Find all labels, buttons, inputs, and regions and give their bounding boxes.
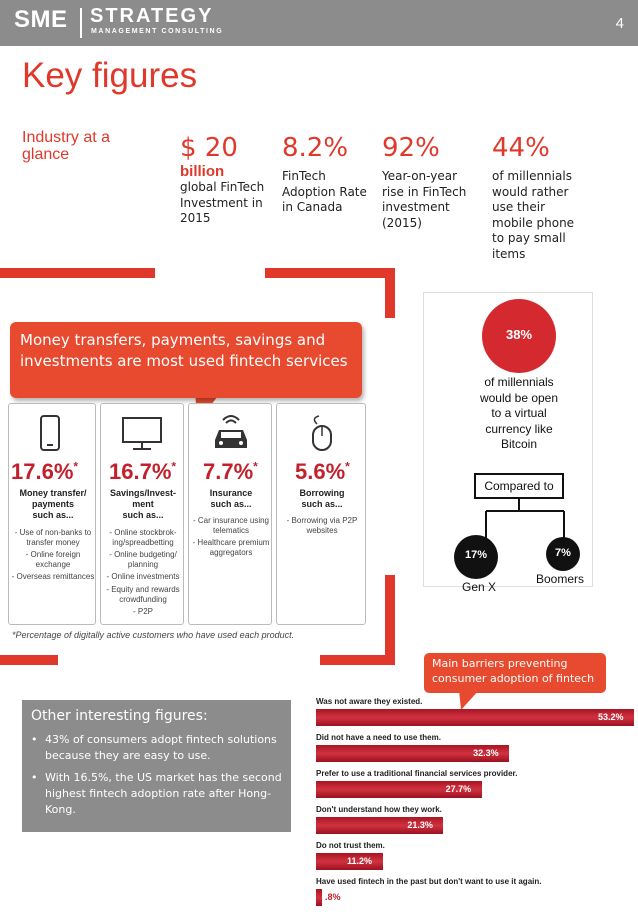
callout-text: Money transfers, payments, savings and investments are most used fintech services [20, 331, 348, 370]
usage-card-borrowing [276, 403, 366, 625]
stat-value: 8.2% [282, 133, 349, 163]
monitor-icon [121, 416, 163, 452]
usage-pct: 16.7%* [109, 459, 177, 484]
callout-bubble [10, 322, 362, 398]
barrier-value: 21.3% [407, 820, 433, 830]
other-figure-item: • With 16.5%, the US market has the second highest fintech adoption rate after Hong-Kong. [31, 771, 282, 816]
stat-description: FinTech Adoption Rate in Canada [282, 169, 367, 215]
usage-items: - Online stockbrok- ing/spreadbetting - Online budgeting/ planning - Online investments - Equity and rewards crowdfunding - P2P [106, 528, 180, 617]
stat-millennials [492, 133, 582, 263]
usage-items: - Borrowing via P2P websites [286, 516, 358, 535]
barrier-value: 27.7% [445, 784, 472, 794]
usage-heading: Borrowing such as... [299, 488, 345, 509]
frame-line-right-bottom [385, 575, 395, 665]
barrier-bar [316, 889, 322, 906]
logo-sme: SME [14, 6, 68, 33]
usage-pct: 7.7%* [203, 459, 258, 484]
barriers-chart [316, 697, 634, 917]
smartphone-icon [39, 414, 61, 452]
page-number: 4 [615, 15, 624, 32]
frame-line-bottom-right [320, 655, 395, 665]
stat-rise [382, 133, 477, 231]
logo-strategy: STRATEGY [90, 5, 214, 27]
other-figures-box [22, 700, 291, 832]
bullet-icon: • [31, 733, 38, 746]
stat-value: 44% [492, 133, 550, 163]
stat-adoption [282, 133, 372, 216]
barrier-label: Do not trust them. [316, 841, 385, 850]
bullet-icon: • [31, 771, 38, 784]
usage-heading: Savings/Invest- ment such as... [109, 488, 177, 520]
compared-box: Compared to [474, 473, 564, 499]
millennials-panel [423, 292, 593, 594]
frame-line-top-left [0, 268, 155, 278]
usage-items: - Use of non-banks to transfer money - Online foreign exchange - Overseas remittances [11, 528, 95, 582]
barrier-value: 32.3% [473, 748, 499, 758]
stat-description: of millennials would rather use their mobile phone to pay small items [492, 169, 575, 261]
stat-description: Year-on-year rise in FinTech investment (2015) [382, 169, 467, 230]
barrier-label: Did not have a need to use them. [316, 733, 441, 742]
millennials-text: of millennials would be open to a virtual currency like Bitcoin [479, 375, 559, 452]
barrier-value: 11.2% [346, 856, 372, 866]
barriers-title: Main barriers preventing consumer adoption of fintech [432, 657, 595, 685]
other-figure-item: • 43% of consumers adopt fintech solutions because they are easy to use. [31, 733, 277, 762]
page-title: Key figures [22, 56, 198, 95]
frame-line-top-right [265, 268, 395, 278]
usage-card-transfers [8, 403, 96, 625]
millennials-pct: 38% [505, 327, 533, 342]
stat-value: 92% [382, 133, 440, 163]
barrier-label: Was not aware they existed. [316, 697, 423, 706]
barrier-label: Have used fintech in the past but don't want to use it again. [316, 877, 542, 886]
frame-line-bottom-left [0, 655, 58, 665]
barriers-callout [424, 653, 606, 693]
stat-unit: billion [180, 163, 225, 180]
barrier-value: 53.2% [598, 712, 624, 722]
usage-pct: 5.6%* [295, 459, 350, 484]
car-icon [209, 410, 253, 452]
usage-heading: Insurance such as... [209, 488, 253, 509]
barrier-label: Prefer to use a traditional financial services provider. [316, 769, 518, 778]
genx-label: Gen X [462, 580, 497, 594]
barrier-bar [316, 709, 634, 726]
stat-description: global FinTech Investment in 2015 [180, 180, 265, 226]
industry-label: Industry at a glance [22, 129, 111, 163]
stat-value: $ 20 [180, 133, 238, 163]
stat-investment [180, 133, 275, 227]
usage-heading: Money transfer/ payments such as... [19, 488, 87, 520]
usage-card-insurance [188, 403, 272, 625]
usage-card-savings [100, 403, 184, 625]
comparison-connector [424, 499, 594, 539]
logo-subtitle: MANAGEMENT CONSULTING [91, 28, 224, 35]
mouse-icon [307, 414, 337, 452]
usage-items: - Car insurance using telematics - Healthcare premium aggregators [192, 516, 270, 557]
frame-line-right-top [385, 268, 395, 318]
barrier-label: Don't understand how they work. [316, 805, 442, 814]
barrier-value: .8% [325, 892, 341, 902]
footnote: *Percentage of digitally active customers who have used each product. [12, 630, 295, 640]
usage-pct: 17.6%* [11, 459, 79, 484]
genx-pct: 17% [464, 549, 488, 561]
boomers-pct: 7% [555, 547, 571, 559]
logo-divider [80, 8, 82, 38]
other-figures-title: Other interesting figures: [31, 708, 208, 724]
boomers-label: Boomers [536, 572, 585, 586]
